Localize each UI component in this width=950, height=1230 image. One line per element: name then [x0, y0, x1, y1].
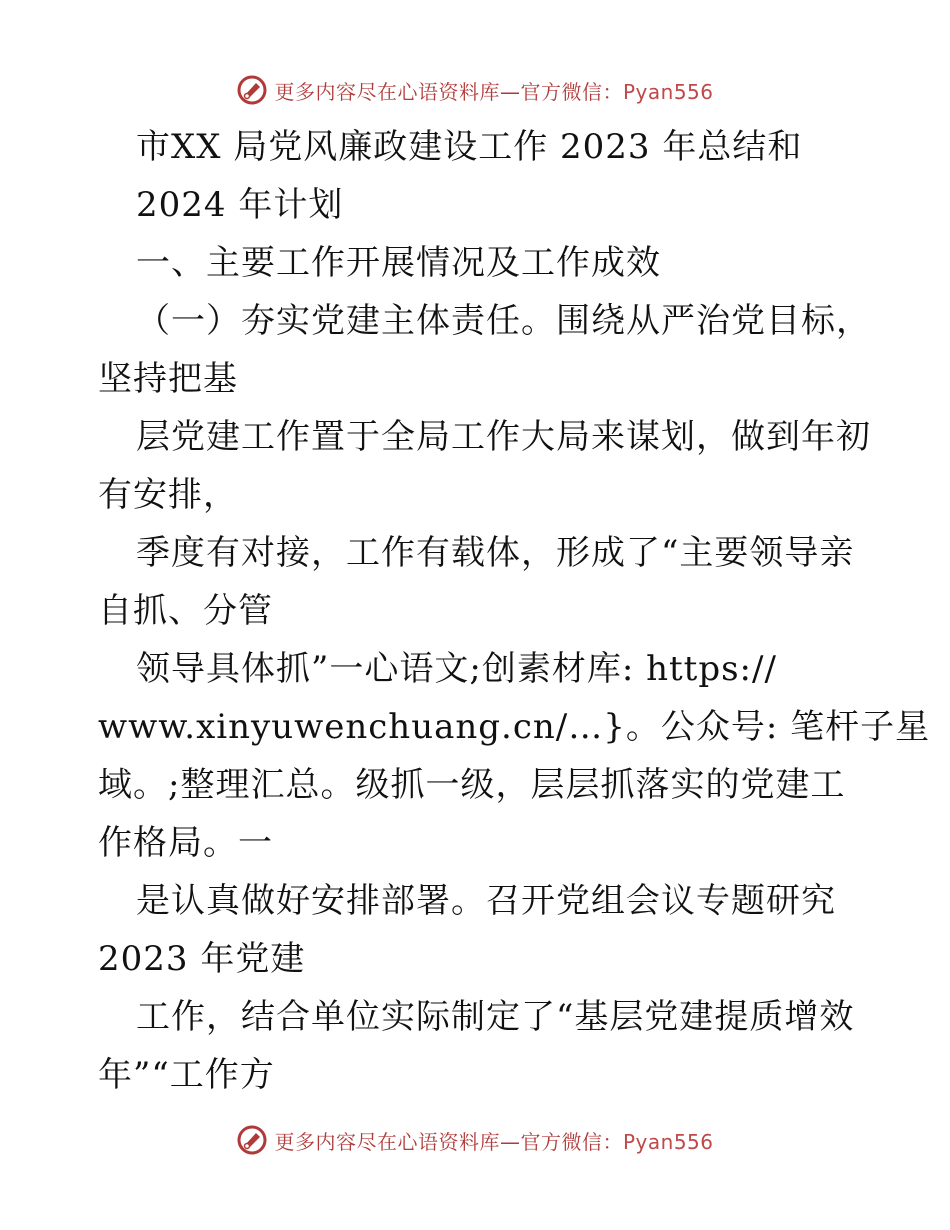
paragraph-line: 坚持把基 — [98, 359, 238, 399]
document-body — [98, 118, 931, 1104]
doc-title-line-2: 2024 年计划 — [136, 185, 344, 225]
paragraph-line: 层党建工作置于全局工作大局来谋划，做到年初 — [136, 417, 871, 457]
watermark-label: 更多内容尽在心语资料库—官方微信： — [274, 1129, 623, 1154]
paragraph-line: 年”“工作方 — [98, 1055, 275, 1095]
paragraph-line: 季度有对接，工作有载体，形成了“主要领导亲 — [136, 533, 855, 573]
watermark-text — [274, 1126, 713, 1155]
footer-watermark — [0, 1120, 950, 1160]
paragraph-line: 有安排， — [98, 475, 238, 515]
watermark-text — [274, 76, 713, 105]
header-watermark — [0, 70, 950, 110]
watermark-account: Pyan556 — [622, 79, 714, 104]
paragraph-line: 领导具体抓”一心语文;创素材库: https:// — [136, 649, 777, 689]
paragraph-line: 2023 年党建 — [98, 939, 306, 979]
brand-logo-icon — [236, 74, 268, 106]
paragraph-line: 自抓、分管 — [98, 591, 273, 631]
paragraph-line: （一）夯实党建主体责任。围绕从严治党目标， — [136, 301, 871, 341]
paragraph-line: 工作，结合单位实际制定了“基层党建提质增效 — [136, 997, 855, 1037]
paragraph-line: 域。;整理汇总。级抓一级，层层抓落实的党建工 — [98, 765, 846, 805]
doc-title-line-1: 市XX 局党风廉政建设工作 2023 年总结和 — [136, 127, 803, 167]
watermark-label: 更多内容尽在心语资料库—官方微信： — [274, 79, 623, 104]
watermark-account: Pyan556 — [622, 1129, 714, 1154]
paragraph-line: www.xinyuwenchuang.cn/…}。公众号: 笔杆子星 — [98, 707, 931, 747]
brand-logo-icon — [236, 1124, 268, 1156]
section-heading: 一、主要工作开展情况及工作成效 — [136, 243, 661, 283]
paragraph-line: 是认真做好安排部署。召开党组会议专题研究 — [136, 881, 836, 921]
paragraph-line: 作格局。一 — [98, 823, 273, 863]
